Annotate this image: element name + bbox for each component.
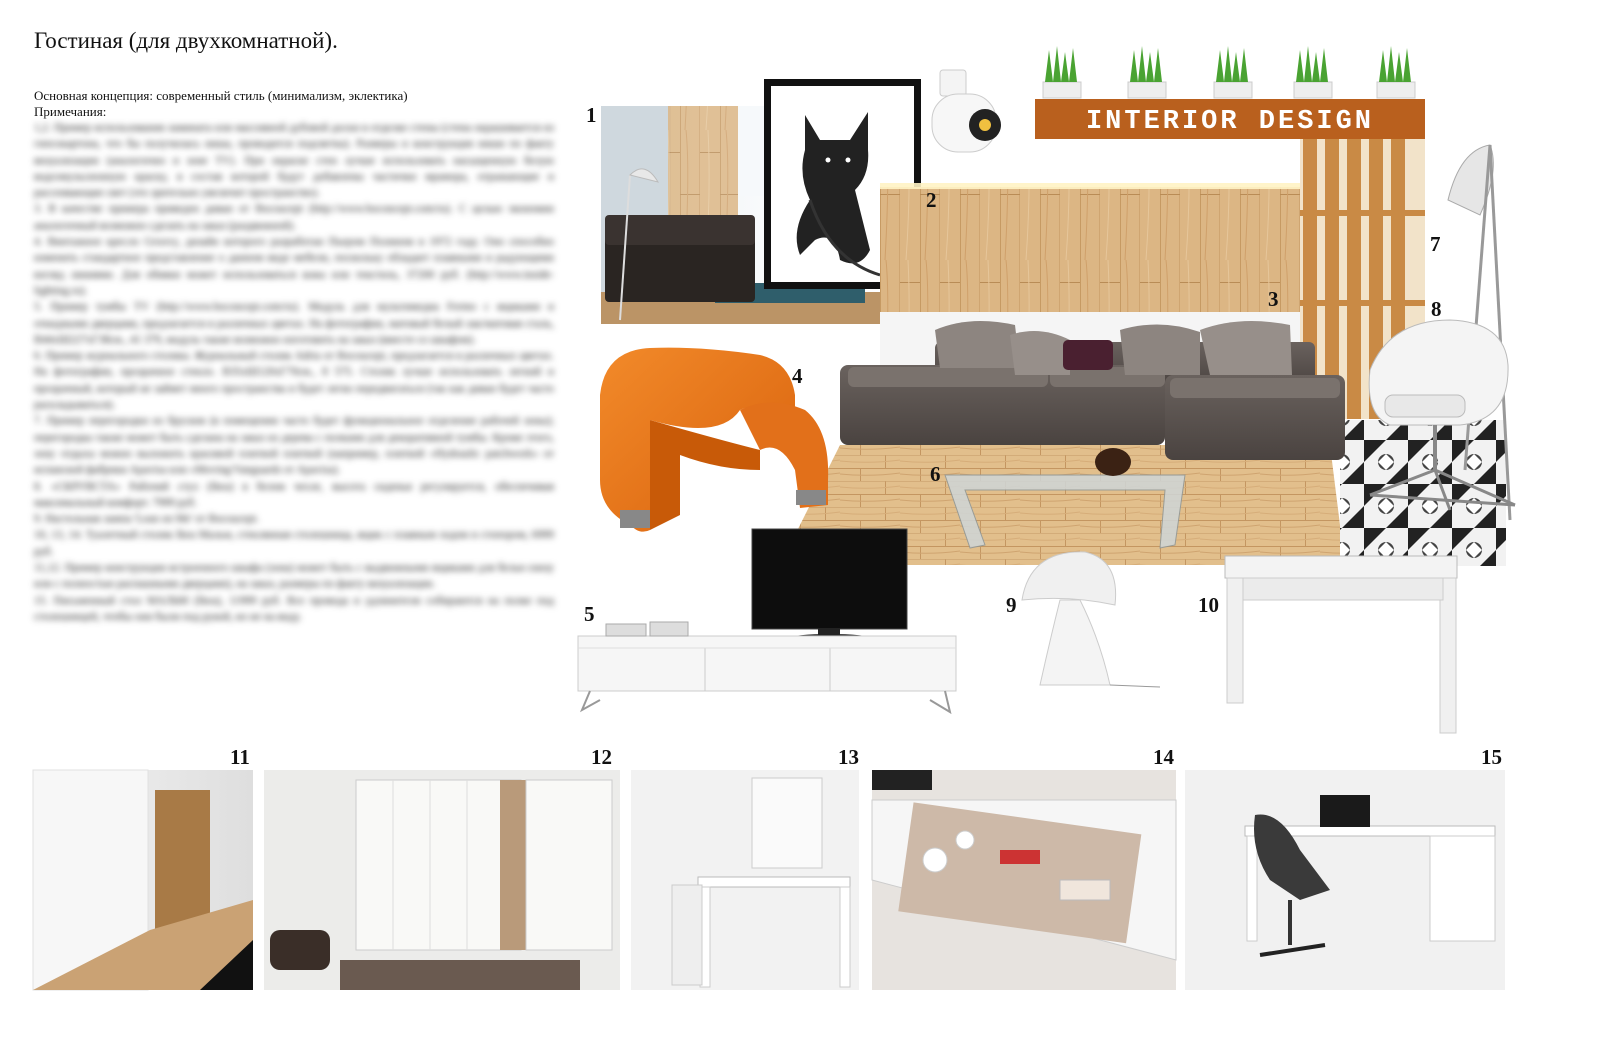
sign-text: INTERIOR DESIGN xyxy=(1085,107,1375,137)
note-item: 4. Винтажное кресло Groovy, дизайн которого разработан Пьером Полином в 1972 году. Оно способно изменить стандартное представление о данном виде мебели, поскольку обладает плавными и радующими взгляд линиями. Для обивки может использоваться кожа или текстиль, 37200 руб. (http://www.inside-lighting.ru). xyxy=(34,236,554,297)
photo-13-vanity xyxy=(631,770,859,990)
photo-12-wardrobe xyxy=(264,770,620,990)
note-item: 15. Письменный стол МАЛЬМ (Ikea), 11999 руб. Все провода и удлинители собираются на полке под столешницей, чтобы они были под рукой, но не на виду. xyxy=(34,594,554,623)
note-item: 11,12. Пример конструкции встроенного шкафа (зона) может быть с выдвижными ящиками для белья снизу или с полностью распашными дверцами), на заказ, размеры по факту визуализации. xyxy=(34,562,554,591)
tv-unit xyxy=(578,529,956,712)
console-table xyxy=(1225,556,1457,733)
label-7: 7 xyxy=(1430,232,1441,256)
page-title: Гостиная (для двухкомнатной). xyxy=(34,28,338,53)
label-8: 8 xyxy=(1431,297,1442,321)
note-item: 7. Пример перегородки из брусков (в помещении часто будет функциональное отделение рабочей зоны); перегородка также может быть сделана на заказ из дерева с полками для декоративной тумбы. Кроме этого, зону отдыха можно выложить красивой плиткой плиткой (например, плиткой «Hydraulic patchwork» от испанской фабрики Apavisa или «Moving/Vanguards от Apavisa). xyxy=(34,415,554,477)
note-item: 6. Пример журнального столика. Журнальный столик Adria от Bocoucept, предлагается в различных цветах. На фотографии, прозрачное стекло. В35хШ120хГ70см., 8 575. Столик лучше использовать легкий и прозрачный, который не займет много пространства и будет легко передвигаться (так как диван будет часто раскладываться). xyxy=(34,350,554,412)
label-14: 14 xyxy=(1153,745,1174,769)
table-lamp xyxy=(1022,552,1160,687)
label-10: 10 xyxy=(1198,593,1219,617)
label-5: 5 xyxy=(584,602,595,626)
label-15: 15 xyxy=(1481,745,1502,769)
note-item: 10, 13, 14. Туалетный столик Ikea Мальм, стеклянная столешница, ящик с плавным ходом и стопором, 6999 руб. xyxy=(34,529,554,558)
tile-floor xyxy=(1340,420,1506,566)
note-item: 5. Пример тумбы TV (http://www.boconcept.com/ru). Модуль для мультимедиа Fermo с ящиками и откидными дверцами, предлагается в различных цветах. На фотографии, матовый белый лак/матовая сталь, В44хШ227хГ38см., 41 379, модуль также возможно изготовить на заказ (вместе со шкафом). xyxy=(34,301,554,346)
label-6: 6 xyxy=(930,462,941,486)
label-2: 2 xyxy=(926,188,937,212)
notes-label: Примечания: xyxy=(34,104,107,119)
note-item: 9. Настольная лампа 'Lean on Me' от Bocoucept. xyxy=(34,513,259,526)
concept-line: Основная концепция: современный стиль (минимализм, эклектика) xyxy=(34,88,408,103)
label-4: 4 xyxy=(792,364,803,388)
label-1: 1 xyxy=(586,103,597,127)
spotlight xyxy=(932,70,1001,152)
note-item: 8. «СКРУВСТА» Рабочий стул (Ikea) в белом чехле, высота сиденья регулируется, обеспечивая максимальный комфорт. 7999 руб. xyxy=(34,480,554,509)
wood-wall xyxy=(880,187,1300,312)
photo-14-drawer xyxy=(872,770,1176,990)
note-item: 3. В качестве примера приведен диван от Bocoucept (http://www.boconcept.com/ru). С целью экономии аналогичный возможно сделать на заказ (раздвижной). xyxy=(34,203,554,232)
label-13: 13 xyxy=(838,745,859,769)
label-11: 11 xyxy=(230,745,250,769)
grass-pots xyxy=(1043,46,1415,98)
label-9: 9 xyxy=(1006,593,1017,617)
photo-11-wardrobe-corridor xyxy=(33,770,253,990)
label-12: 12 xyxy=(591,745,612,769)
label-3: 3 xyxy=(1268,287,1279,311)
note-item: 1,2. Пример использования ламината или массивной дубовой доски в отделке стены (стена окрашивается из гипсокартона, что бы получилась ниша, проводится подсветка). Размеры и конструкция ниши по факту визуализации (аналогично и зоне TV). При окраске стен лучше использовать насыщенную белую водоэмульсионную краску, в состав которой будут добавлены частички мрамора, отражающие и рассеивающие свет (это зрительно увеличит пространство). xyxy=(34,122,554,200)
photo-15-desk xyxy=(1185,770,1505,990)
